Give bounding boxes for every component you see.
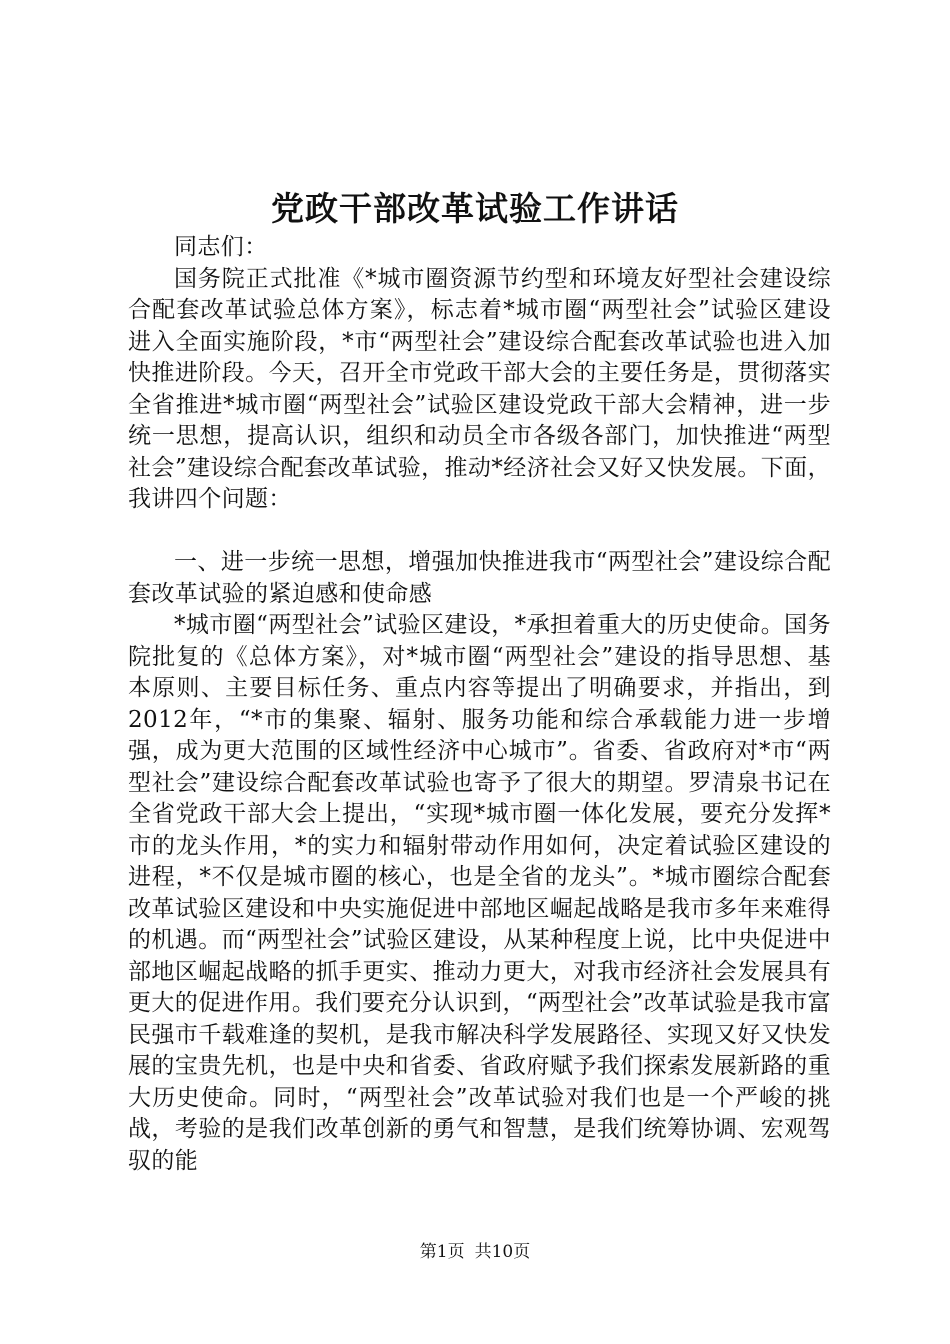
salutation: 同志们： [174,234,268,260]
document-body [128,232,831,1177]
section-heading-1: 一、进一步统一思想，增强加快推进我市“两型社会”建设综合配套改革试验的紧迫感和使命感 [128,549,831,607]
document-title: 党政干部改革试验工作讲话 [271,189,679,228]
page-footer [0,1240,950,1264]
intro-paragraph: 国务院正式批准《*城市圈资源节约型和环境友好型社会建设综合配套改革试验总体方案》，标志着*城市圈“两型社会”试验区建设进入全面实施阶段，*市“两型社会”建设综合配套改革试验也进入加快推进阶段。今天，召开全市党政干部大会的主要任务是，贯彻落实全省推进*城市圈“两型社会”试验区建设党政干部大会精神，进一步统一思想，提高认识，组织和动员全市各级各部门，加快推进“两型社会”建设综合配套改革试验，推动*经济社会又好又快发展。下面，我讲四个问题： [128,265,831,512]
body-paragraph: *城市圈“两型社会”试验区建设，*承担着重大的历史使命。国务院批复的《总体方案》，对*城市圈“两型社会”建设的指导思想、基本原则、主要目标任务、重点内容等提出了明确要求，并指出，到2012年，“*市的集聚、辐射、服务功能和综合承载能力进一步增强，成为更大范围的区域性经济中心城市”。省委、省政府对*市“两型社会”建设综合配套改革试验也寄予了很大的期望。罗清泉书记在全省党政干部大会上提出，“实现*城市圈一体化发展，要充分发挥*市的龙头作用，*的实力和辐射带动作用如何，决定着试验区建设的进程，*不仅是城市圈的核心，也是全省的龙头”。*城市圈综合配套改革试验区建设和中央实施促进中部地区崛起战略是我市多年来难得的机遇。而“两型社会”试验区建设，从某种程度上说，比中央促进中部地区崛起战略的抓手更实、推动力更大，对我市经济社会发展具有更大的促进作用。我们要充分认识到，“两型社会”改革试验是我市富民强市千载难逢的契机，是我市解决科学发展路径、实现又好又快发展的宝贵先机，也是中央和省委、省政府赋予我们探索发展新路的重大历史使命。同时，“两型社会”改革试验对我们也是一个严峻的挑战，考验的是我们改革创新的勇气和智慧，是我们统筹协调、宏观驾驭的能 [128,612,831,1174]
page-number: 第1页 [419,1242,465,1262]
page-total: 共10页 [474,1242,531,1262]
